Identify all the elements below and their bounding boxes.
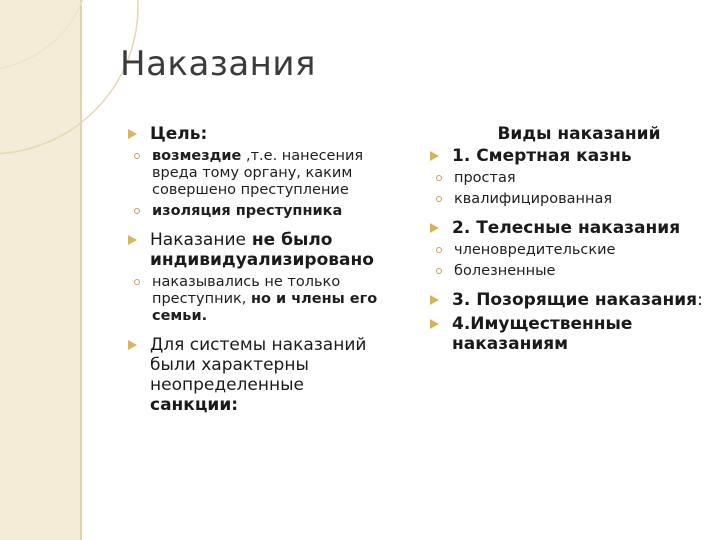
bullet-icon xyxy=(430,151,439,161)
mutilating-label: членовредительские xyxy=(454,242,616,258)
bullet-icon xyxy=(430,319,439,329)
bullet-icon xyxy=(430,223,439,233)
circle-bullet-icon xyxy=(436,175,442,181)
circle-bullet-icon xyxy=(436,196,442,202)
bullet-icon xyxy=(128,235,137,245)
punishment-types-heading: Виды наказаний xyxy=(497,124,661,144)
sub-item-isolation xyxy=(128,203,396,220)
family-bold: но и члены его семьи. xyxy=(152,291,378,324)
retribution-text: ,т.е. нанесения вреда тому органу, каким совершено преступление xyxy=(152,148,364,198)
list-item-property xyxy=(430,314,706,354)
right-column xyxy=(430,124,706,358)
list-item-individualization xyxy=(128,230,396,270)
shaming-label: 3. Позорящие наказания xyxy=(452,290,698,310)
sub-item-family xyxy=(128,274,396,325)
circle-bullet-icon xyxy=(134,153,140,159)
bullet-icon xyxy=(128,340,137,350)
side-divider-line xyxy=(80,0,82,540)
page-title: Наказания xyxy=(120,44,316,84)
left-column xyxy=(128,124,396,419)
bullet-icon xyxy=(128,129,137,139)
individual-bold: не было индивидуализировано xyxy=(150,230,374,270)
circle-bullet-icon xyxy=(134,279,140,285)
family-text: наказывались не только преступник, xyxy=(152,274,341,307)
sub-item-mutilating xyxy=(430,242,706,259)
simple-label: простая xyxy=(454,170,516,186)
circle-bullet-icon xyxy=(134,208,140,214)
side-band xyxy=(0,0,80,540)
sanctions-text: Для системы наказаний были характерны неопределенные xyxy=(150,335,367,395)
circle-bullet-icon xyxy=(436,268,442,274)
sub-item-painful xyxy=(430,263,706,280)
list-item-goal xyxy=(128,124,396,144)
list-item-sanctions xyxy=(128,335,396,415)
isolation-term: изоляция преступника xyxy=(152,203,343,219)
painful-label: болезненные xyxy=(454,263,556,279)
corporal-label: 2. Телесные наказания xyxy=(452,218,681,238)
sub-item-qualified xyxy=(430,191,706,208)
list-item-death-penalty xyxy=(430,146,706,166)
goal-label: Цель: xyxy=(150,124,208,144)
bullet-icon xyxy=(430,295,439,305)
property-label: 4.Имущественные наказаниям xyxy=(452,314,633,354)
list-item-corporal xyxy=(430,218,706,238)
death-penalty-label: 1. Смертная казнь xyxy=(452,146,632,166)
qualified-label: квалифицированная xyxy=(454,191,613,207)
sub-item-simple xyxy=(430,170,706,187)
individual-normal: Наказание xyxy=(150,230,246,250)
list-item-shaming xyxy=(430,290,706,310)
shaming-suffix: : xyxy=(697,290,703,310)
retribution-term: возмездие xyxy=(152,148,242,164)
sanctions-bold: санкции: xyxy=(150,395,239,415)
circle-bullet-icon xyxy=(436,247,442,253)
sub-item-retribution xyxy=(128,148,396,199)
